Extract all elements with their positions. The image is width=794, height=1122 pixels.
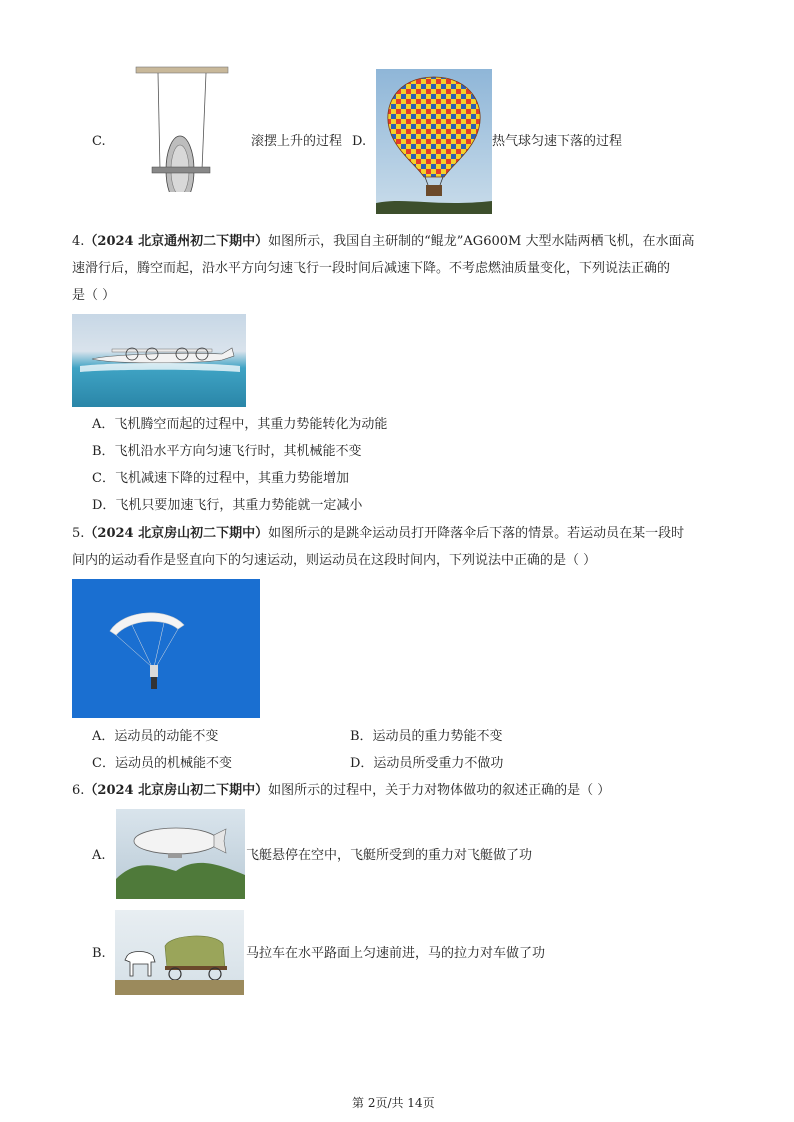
- q5-source: （2024 北京房山初二下期中）: [84, 526, 269, 541]
- q5-option-d: D．运动员所受重力不做功: [350, 756, 504, 771]
- q5-option-b: B．运动员的重力势能不变: [350, 729, 503, 744]
- q6-option-a-label: A.: [92, 848, 106, 863]
- q4-option-d: D．飞机只要加速飞行，其重力势能就一定减小: [92, 498, 363, 513]
- horse-cart-image: [115, 910, 244, 995]
- q3-option-d-label: D.: [352, 134, 367, 149]
- q3-option-c-text: 滚摆上升的过程: [251, 134, 343, 149]
- q6-option-b-label: B.: [92, 946, 106, 961]
- q4-stem-line3: 是（ ）: [72, 288, 116, 303]
- q5-stem-line2: 间内的运动看作是竖直向下的匀速运动，则运动员在这段时间内，下列说法中正确的是（ ）: [72, 553, 597, 568]
- q5-stem-line1: [72, 525, 684, 543]
- airship-image: [116, 809, 245, 899]
- q4-line1: 如图所示，我国自主研制的“鲲龙”AG600M 大型水陆两栖飞机，在水面高: [268, 234, 695, 249]
- q5-option-a: A．运动员的动能不变: [92, 729, 219, 744]
- rolling-pendulum-image: [130, 64, 230, 192]
- q6-line1: 如图所示的过程中，关于力对物体做功的叙述正确的是（ ）: [268, 783, 611, 798]
- q6-source: （2024 北京房山初二下期中）: [84, 783, 269, 798]
- amphibious-aircraft-image: [72, 314, 246, 407]
- parachutist-image: [72, 579, 260, 718]
- q4-option-c: C．飞机减速下降的过程中，其重力势能增加: [92, 471, 349, 486]
- q6-number: 6.: [72, 783, 85, 798]
- q4-source: （2024 北京通州初二下期中）: [84, 234, 269, 249]
- q6-option-a-text: 飞艇悬停在空中，飞艇所受到的重力对飞艇做了功: [246, 848, 533, 863]
- q4-number: 4.: [72, 234, 85, 249]
- q4-option-a: A．飞机腾空而起的过程中，其重力势能转化为动能: [92, 417, 388, 432]
- q4-stem-line1: [72, 233, 694, 251]
- q3-option-d-text: 热气球匀速下落的过程: [492, 134, 623, 149]
- q4-option-b: B．飞机沿水平方向匀速飞行时，其机械能不变: [92, 444, 362, 459]
- q4-stem-line2: 速滑行后，腾空而起，沿水平方向匀速飞行一段时间后减速下降。不考虑燃油质量变化，下列说法正确的: [72, 261, 671, 276]
- q5-number: 5.: [72, 526, 85, 541]
- q3-option-c-label: C.: [92, 134, 106, 149]
- q6-stem-line1: [72, 782, 610, 800]
- hot-air-balloon-image: [376, 69, 492, 214]
- page-footer: 第 2页/共 14页: [352, 1096, 435, 1110]
- q5-option-c: C．运动员的机械能不变: [92, 756, 232, 771]
- q6-option-b-text: 马拉车在水平路面上匀速前进，马的拉力对车做了功: [246, 946, 546, 961]
- q5-line1: 如图所示的是跳伞运动员打开降落伞后下落的情景。若运动员在某一段时: [268, 526, 685, 541]
